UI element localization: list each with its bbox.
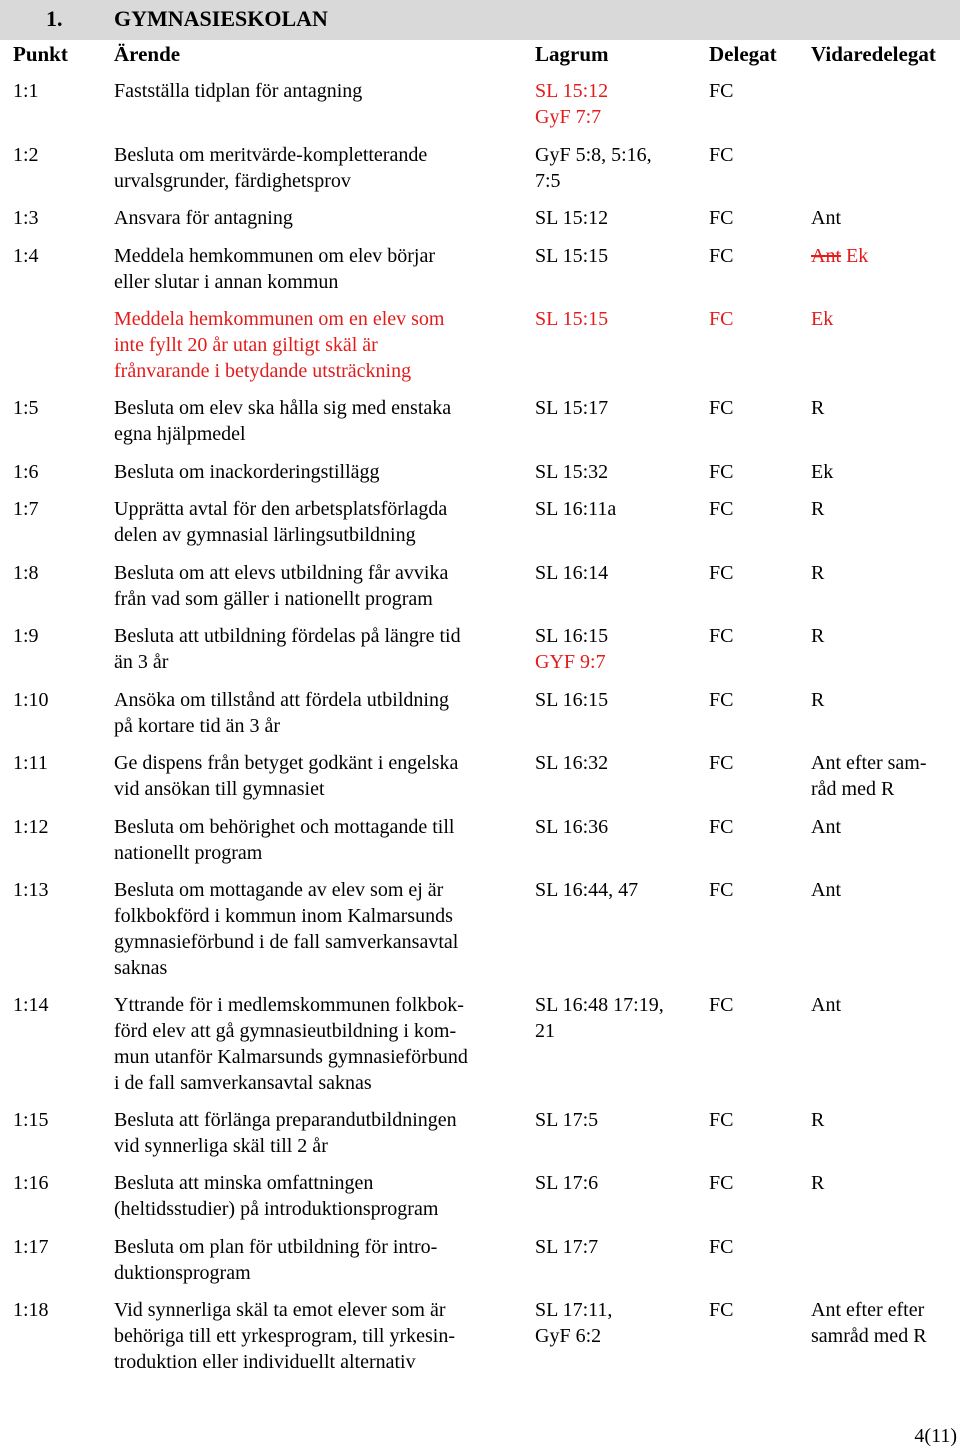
cell-lagrum: SL 16:11a: [535, 498, 617, 520]
cell-punkt: 1:1: [13, 80, 39, 102]
cell-lagrum: SL 15:32: [535, 461, 609, 483]
cell-delegat: FC: [709, 752, 734, 774]
lagrum-line: SL 16:15: [535, 625, 609, 647]
cell-arende: Besluta om att elevs utbildning får avvika från vad som gäller i nationellt program: [114, 562, 449, 610]
cell-arende: Besluta om behörighet och mottagande till nationellt program: [114, 816, 455, 864]
cell-lagrum: SL 17:11, GyF 6:2: [535, 1299, 613, 1347]
cell-punkt: 1:13: [13, 879, 49, 901]
cell-vidaredelegat: Ant: [811, 994, 841, 1016]
column-header-punkt: Punkt: [13, 42, 68, 66]
cell-delegat: FC: [709, 144, 734, 166]
cell-arende: Ge dispens från betyget godkänt i engelska vid ansökan till gymnasiet: [114, 752, 459, 800]
column-header-vidaredelegat: Vidaredelegat: [811, 42, 936, 66]
cell-arende: Ansöka om tillstånd att fördela utbildning på kortare tid än 3 år: [114, 689, 449, 737]
cell-lagrum: SL 17:6: [535, 1172, 599, 1194]
cell-vidaredelegat: R: [811, 498, 825, 520]
cell-punkt: 1:5: [13, 397, 39, 419]
column-header-delegat: Delegat: [709, 42, 777, 66]
cell-arende: Besluta om meritvärde-kompletterande urvalsgrunder, färdighetsprov: [114, 144, 428, 192]
cell-lagrum: SL 16:15: [535, 689, 609, 711]
cell-punkt: 1:6: [13, 461, 39, 483]
cell-delegat: FC: [709, 994, 734, 1016]
cell-arende: Yttrande för i medlemskommunen folkbok- förd elev att gå gymnasieutbildning i kom- mun utanför Kalmarsunds gymnasieförbund i de fall samverkansavtal saknas: [114, 994, 468, 1094]
cell-vidaredelegat: R: [811, 689, 825, 711]
section-number: 1.: [46, 6, 63, 31]
section-title: GYMNASIESKOLAN: [114, 6, 328, 31]
cell-vidaredelegat: Ek: [811, 308, 834, 330]
inserted-text: Ek: [846, 245, 869, 267]
cell-delegat: FC: [709, 879, 734, 901]
cell-arende: Meddela hemkommunen om elev börjar eller slutar i annan kommun: [114, 245, 436, 293]
cell-delegat: FC: [709, 397, 734, 419]
cell-arende: Upprätta avtal för den arbetsplatsförlagda delen av gymnasial lärlingsutbildning: [114, 498, 448, 546]
table-header: [0, 42, 960, 68]
cell-arende: Besluta att utbildning fördelas på längre tid än 3 år: [114, 625, 461, 673]
cell-delegat: FC: [709, 1236, 734, 1258]
cell-arende: Besluta om mottagande av elev som ej är folkbokförd i kommun inom Kalmarsunds gymnasieförbund i de fall samverkansavtal saknas: [114, 879, 459, 979]
cell-delegat: FC: [709, 461, 734, 483]
column-header-arende: Ärende: [114, 42, 181, 66]
cell-lagrum: SL 15:17: [535, 397, 609, 419]
cell-delegat: FC: [709, 816, 734, 838]
cell-lagrum: SL 16:48 17:19, 21: [535, 994, 664, 1042]
cell-punkt: 1:15: [13, 1109, 49, 1131]
cell-lagrum: SL 17:5: [535, 1109, 599, 1131]
cell-punkt: 1:8: [13, 562, 39, 584]
cell-punkt: 1:14: [13, 994, 49, 1016]
section-header: [0, 0, 960, 40]
cell-punkt: 1:17: [13, 1236, 49, 1258]
cell-delegat: FC: [709, 625, 734, 647]
cell-arende: Besluta om elev ska hålla sig med enstaka egna hjälpmedel: [114, 397, 452, 445]
cell-lagrum: SL 15:12: [535, 207, 609, 229]
cell-arende: Besluta om inackorderingstillägg: [114, 461, 380, 483]
cell-delegat: FC: [709, 1109, 734, 1131]
cell-delegat: FC: [709, 498, 734, 520]
column-header-lagrum: Lagrum: [535, 42, 609, 66]
cell-vidaredelegat: R: [811, 562, 825, 584]
cell-lagrum: SL 17:7: [535, 1236, 599, 1258]
cell-vidaredelegat: Ant: [811, 879, 841, 901]
cell-arende: Fastställa tidplan för antagning: [114, 80, 363, 102]
cell-punkt: 1:12: [13, 816, 49, 838]
cell-delegat: FC: [709, 245, 734, 267]
cell-punkt: 1:10: [13, 689, 49, 711]
cell-arende: Meddela hemkommunen om en elev som inte fyllt 20 år utan giltigt skäl är frånvarande i betydande utsträckning: [114, 308, 445, 382]
cell-vidaredelegat: R: [811, 397, 825, 419]
cell-arende: Besluta att minska omfattningen (heltidsstudier) på introduktionsprogram: [114, 1172, 439, 1220]
cell-arende: Besluta om plan för utbildning för intro- duktionsprogram: [114, 1236, 438, 1284]
cell-arende: Vid synnerliga skäl ta emot elever som är behöriga till ett yrkesprogram, till yrkesin- troduktion eller individuellt alternativ: [114, 1299, 456, 1373]
cell-punkt: 1:11: [13, 752, 48, 774]
cell-delegat: FC: [709, 562, 734, 584]
cell-delegat: FC: [709, 80, 734, 102]
cell-vidaredelegat: [811, 243, 960, 269]
cell-delegat: FC: [709, 689, 734, 711]
cell-vidaredelegat: Ant efter efter samråd med R: [811, 1299, 927, 1347]
lagrum-added-line: GYF 9:7: [535, 651, 606, 673]
cell-vidaredelegat: Ek: [811, 461, 834, 483]
cell-vidaredelegat: R: [811, 1109, 825, 1131]
cell-punkt: 1:16: [13, 1172, 49, 1194]
cell-punkt: 1:4: [13, 245, 39, 267]
cell-arende: Besluta att förlänga preparandutbildningen vid synnerliga skäl till 2 år: [114, 1109, 457, 1157]
cell-delegat: FC: [709, 207, 734, 229]
cell-lagrum: SL 15:12 GyF 7:7: [535, 80, 609, 128]
cell-lagrum: SL 15:15: [535, 308, 609, 330]
cell-arende: Ansvara för antagning: [114, 207, 293, 229]
cell-delegat: FC: [709, 308, 734, 330]
struck-text: Ant: [811, 245, 841, 267]
cell-vidaredelegat: Ant efter sam- råd med R: [811, 752, 927, 800]
cell-vidaredelegat: Ant: [811, 816, 841, 838]
cell-vidaredelegat: R: [811, 625, 825, 647]
cell-punkt: 1:7: [13, 498, 39, 520]
cell-lagrum: GyF 5:8, 5:16, 7:5: [535, 144, 652, 192]
cell-lagrum: SL 15:15: [535, 245, 609, 267]
cell-delegat: FC: [709, 1299, 734, 1321]
cell-punkt: 1:2: [13, 144, 39, 166]
cell-punkt: 1:3: [13, 207, 39, 229]
cell-punkt: 1:18: [13, 1299, 49, 1321]
cell-lagrum: SL 16:14: [535, 562, 609, 584]
cell-punkt: 1:9: [13, 625, 39, 647]
cell-lagrum: SL 16:36: [535, 816, 609, 838]
cell-vidaredelegat: Ant: [811, 207, 841, 229]
cell-lagrum: SL 16:44, 47: [535, 879, 639, 901]
cell-delegat: FC: [709, 1172, 734, 1194]
page-number: 4(11): [914, 1425, 957, 1447]
cell-lagrum: SL 16:32: [535, 752, 609, 774]
cell-lagrum: [535, 623, 705, 675]
cell-vidaredelegat: R: [811, 1172, 825, 1194]
